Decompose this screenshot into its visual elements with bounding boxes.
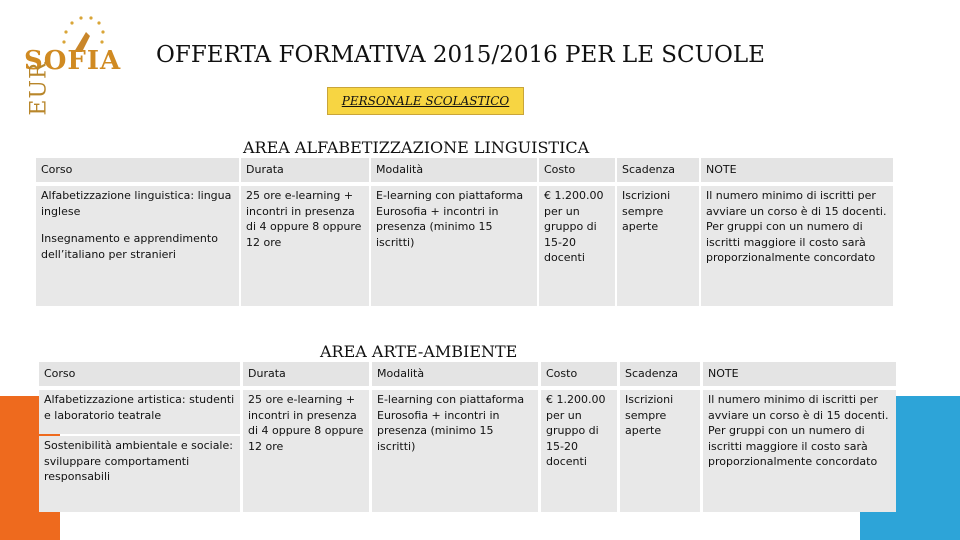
durata-cell: 25 ore e-learning + incontri in presenza di 4 oppure 8 oppure 12 ore: [243, 390, 369, 512]
header-costo: Costo: [541, 362, 617, 386]
corso-cell: Sostenibilità ambientale e sociale: sviluppare comportamenti responsabili: [39, 436, 240, 512]
logo-sofia-text: SOFIA: [24, 46, 122, 76]
header-corso: Corso: [36, 158, 239, 182]
corso-cell: Alfabetizzazione artistica: studenti e laboratorio teatrale: [39, 390, 240, 434]
header-scadenza: Scadenza: [617, 158, 699, 182]
header-costo: Costo: [539, 158, 615, 182]
modalita-cell: E-learning con piattaforma Eurosofia + incontri in presenza (minimo 15 iscritti): [372, 390, 538, 512]
costo-cell: € 1.200.00 per un gruppo di 15-20 docenti: [541, 390, 617, 512]
header-note: NOTE: [703, 362, 896, 386]
eurosofia-logo: [18, 12, 122, 122]
section-title-arte-ambiente: AREA ARTE-AMBIENTE: [320, 342, 518, 361]
header-corso: Corso: [39, 362, 240, 386]
note-cell: Il numero minimo di iscritti per avviare un corso è di 15 docenti. Per gruppi con un numero di iscritti maggiore il costo sarà proporzionalmente concordato: [701, 186, 893, 306]
logo-eur-text: EUR: [26, 61, 52, 116]
scadenza-cell: Iscrizioni sempre aperte: [617, 186, 699, 306]
personale-badge: PERSONALE SCOLASTICO: [327, 87, 524, 115]
header-scadenza: Scadenza: [620, 362, 700, 386]
page-title: OFFERTA FORMATIVA 2015/2016 PER LE SCUOLE: [156, 42, 765, 68]
corso-cell: [36, 186, 239, 306]
durata-cell: 25 ore e-learning + incontri in presenza di 4 oppure 8 oppure 12 ore: [241, 186, 369, 306]
costo-cell: € 1.200.00 per un gruppo di 15-20 docenti: [539, 186, 615, 306]
header-durata: Durata: [241, 158, 369, 182]
modalita-cell: E-learning con piattaforma Eurosofia + incontri in presenza (minimo 15 iscritti): [371, 186, 537, 306]
corso-item: Alfabetizzazione linguistica: lingua inglese: [41, 189, 232, 218]
header-modalita: Modalità: [371, 158, 537, 182]
section-title-linguistica: AREA ALFABETIZZAZIONE LINGUISTICA: [243, 138, 590, 157]
corso-item: Insegnamento e apprendimento dell’italiano per stranieri: [41, 232, 218, 261]
header-modalita: Modalità: [372, 362, 538, 386]
header-durata: Durata: [243, 362, 369, 386]
note-cell: Il numero minimo di iscritti per avviare un corso è di 15 docenti. Per gruppi con un numero di iscritti maggiore il costo sarà proporzionalmente concordato: [703, 390, 896, 512]
scadenza-cell: Iscrizioni sempre aperte: [620, 390, 700, 512]
header-note: NOTE: [701, 158, 893, 182]
